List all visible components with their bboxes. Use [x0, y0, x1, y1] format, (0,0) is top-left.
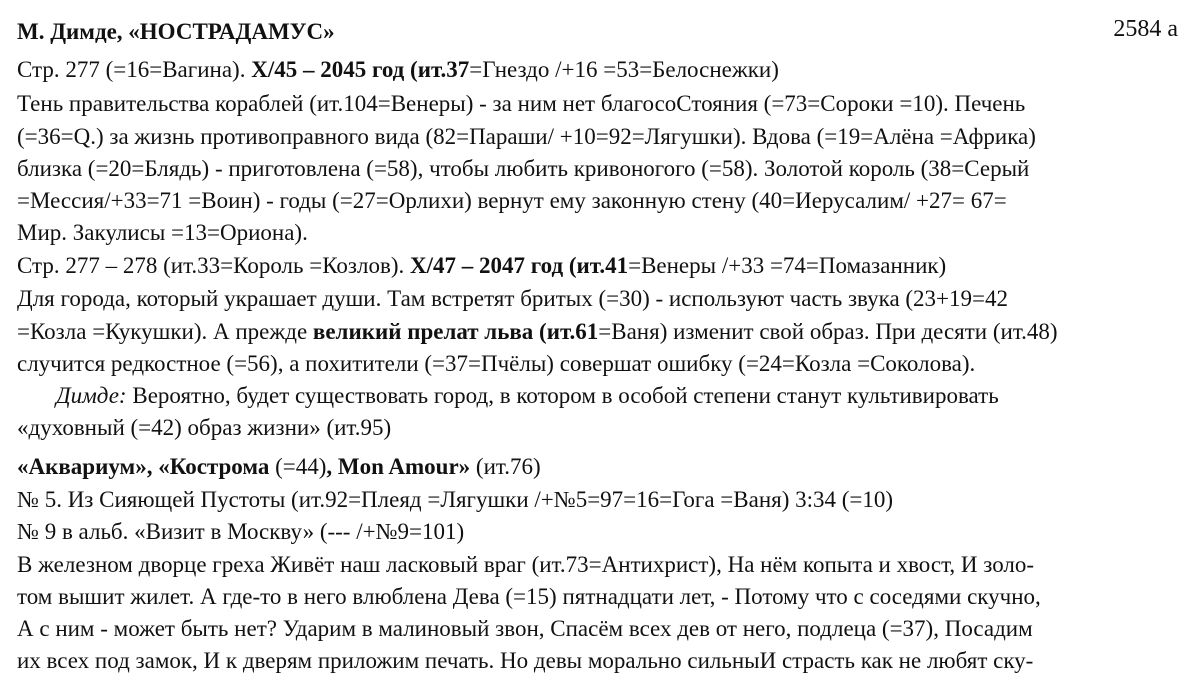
track-no9: № 9 в альб. «Визит в Москву» (--- /+№9=101)	[17, 519, 465, 544]
section2-ref-bold: X/47 – 2047 год (	[410, 253, 577, 278]
section2-body-line	[17, 318, 1058, 346]
dimde-label: Димде:	[56, 383, 127, 408]
lyrics-line: В железном дворце греха Живёт наш ласковый враг (ит.73=Антихрист), На нём копыта и хвост, И золо-	[17, 552, 1035, 577]
lyrics-line: А с ним - может быть нет? Ударим в малиновый звон, Спасём всех дев от него, подлеца (=37), Посадим	[17, 616, 1033, 641]
song-title	[17, 453, 541, 481]
dimde-text: Вероятно, будет существовать город, в котором в особой степени станут культивировать	[126, 383, 999, 408]
section2-body-line: случится редкостное (=56), а похитители (=37=Пчёлы) совершат ошибку (=24=Козла =Соколова).	[17, 351, 976, 376]
section2-ref-plain: Стр. 277 – 278 (ит.33=Король =Козлов).	[17, 253, 410, 278]
track-no5: № 5. Из Сияющей Пустоты (ит.92=Плеяд =Лягушки /+№5=97=16=Гога =Ваня) 3:34 (=10)	[17, 487, 894, 512]
section2-body-line: Для города, который украшает души. Там встретят бритых (=30) - используют часть звука (23+19=42	[17, 286, 1008, 311]
lyrics-line: том вышит жилет. А где-то в него влюблена Дева (=15) пятнадцати лет, - Потому что с соседями скучно,	[17, 584, 1041, 609]
section2-line2-a: =Козла =Кукушки). А прежде	[17, 319, 313, 344]
section1-ref-plain: Стр. 277 (=16=Вагина).	[17, 57, 252, 82]
dimde-comment	[56, 382, 999, 410]
song-title-bold1: «Аквариум», «Кострома	[17, 454, 276, 479]
song-title-bold2: , Mon Amour»	[326, 454, 471, 479]
section1-reference	[17, 56, 779, 84]
page-number: 2584 а	[1113, 16, 1178, 42]
section1-body-line: близка (=20=Блядь) - приготовлена (=58), чтобы любить кривоногого (=58). Золотой король (38=Серый	[17, 156, 1030, 181]
section1-ref-tail: =Гнездо /+16 =53=Белоснежки)	[469, 57, 779, 82]
document-title: М. Димде, «НОСТРАДАМУС»	[17, 19, 335, 44]
dimde-comment-line2: «духовный (=42) образ жизни» (ит.95)	[17, 415, 392, 440]
section1-it-bold: ит.37	[417, 57, 470, 82]
lyrics-line: их всех под замок, И к дверям приложим печать. Но девы морально сильныИ страсть как не любят ску-	[17, 648, 1034, 673]
song-title-plain1: (=44)	[275, 454, 327, 479]
section2-it-bold: ит.41	[576, 253, 629, 278]
section2-reference	[17, 252, 946, 280]
section1-body-line: =Мессия/+33=71 =Воин) - годы (=27=Орлихи) вернут ему законную стену (40=Иерусалим/ +27= 67=	[17, 188, 1007, 213]
section2-line2-b: =Ваня) изменит свой образ. При десяти (ит.48)	[598, 319, 1058, 344]
section1-ref-bold: X/45 – 2045 год (	[251, 57, 418, 82]
section1-body-line: Тень правительства кораблей (ит.104=Венеры) - за ним нет благосоСтояния (=73=Сороки =10). Печень	[17, 91, 1026, 116]
section2-line2-bold: великий прелат льва (ит.61	[312, 319, 599, 344]
song-title-plain2: (ит.76)	[470, 454, 541, 479]
section1-body-line: (=36=Q.) за жизнь противоправного вида (82=Параши/ +10=92=Лягушки). Вдова (=19=Алёна =Африка)	[17, 124, 1036, 149]
section1-body-line: Мир. Закулисы =13=Ориона).	[17, 220, 308, 245]
section2-ref-tail: =Венеры /+33 =74=Помазанник)	[628, 253, 947, 278]
